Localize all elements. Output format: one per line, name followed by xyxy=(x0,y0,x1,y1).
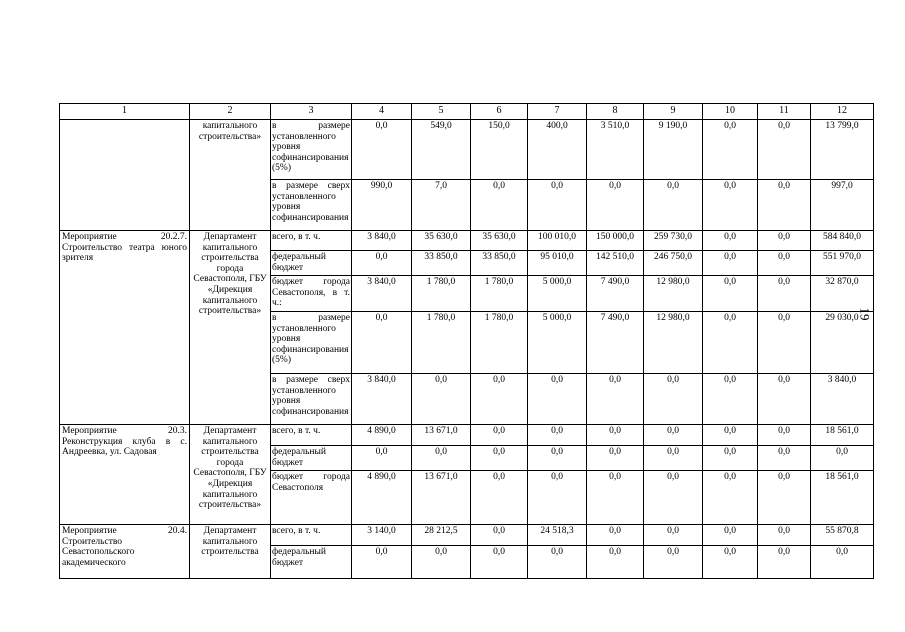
value-cell: 142 510,0 xyxy=(587,251,644,276)
total-cell: 29 030,0 xyxy=(811,312,874,374)
executor-cell: Департамент капитального строительства xyxy=(190,525,271,579)
value-cell: 246 750,0 xyxy=(644,251,703,276)
value-cell: 33 850,0 xyxy=(471,251,528,276)
total-cell: 18 561,0 xyxy=(811,425,874,446)
value-cell: 0,0 xyxy=(412,546,471,579)
value-cell: 259 730,0 xyxy=(644,231,703,251)
value-cell: 13 671,0 xyxy=(412,425,471,446)
funding-source-cell: бюджет города Севастополя, в т. ч.: xyxy=(271,276,352,312)
table-row xyxy=(60,425,874,446)
value-cell: 0,0 xyxy=(528,471,587,525)
value-cell: 0,0 xyxy=(644,425,703,446)
value-cell: 35 630,0 xyxy=(412,231,471,251)
value-cell: 0,0 xyxy=(644,180,703,231)
value-cell: 0,0 xyxy=(352,251,412,276)
value-cell: 0,0 xyxy=(352,446,412,471)
value-cell: 0,0 xyxy=(703,276,758,312)
funding-source-cell: в размере установленного уровня софинансирования (5%) xyxy=(271,312,352,374)
value-cell: 1 780,0 xyxy=(412,312,471,374)
value-cell: 5 000,0 xyxy=(528,276,587,312)
header-cell: 8 xyxy=(587,104,644,120)
value-cell: 0,0 xyxy=(758,525,811,546)
value-cell: 1 780,0 xyxy=(471,312,528,374)
value-cell: 7 490,0 xyxy=(587,312,644,374)
value-cell: 3 510,0 xyxy=(587,120,644,180)
value-cell: 0,0 xyxy=(703,525,758,546)
value-cell: 0,0 xyxy=(528,374,587,425)
total-cell: 584 840,0 xyxy=(811,231,874,251)
value-cell: 0,0 xyxy=(758,471,811,525)
value-cell: 0,0 xyxy=(758,546,811,579)
value-cell: 0,0 xyxy=(758,374,811,425)
value-cell: 28 212,5 xyxy=(412,525,471,546)
total-cell: 13 799,0 xyxy=(811,120,874,180)
value-cell: 990,0 xyxy=(352,180,412,231)
value-cell: 0,0 xyxy=(758,251,811,276)
value-cell: 0,0 xyxy=(412,374,471,425)
budget-table xyxy=(59,103,874,579)
value-cell: 0,0 xyxy=(471,546,528,579)
funding-source-cell: всего, в т. ч. xyxy=(271,231,352,251)
value-cell: 3 840,0 xyxy=(352,231,412,251)
value-cell: 0,0 xyxy=(528,546,587,579)
total-cell: 55 870,8 xyxy=(811,525,874,546)
funding-source-cell: федеральный бюджет xyxy=(271,251,352,276)
header-cell: 6 xyxy=(471,104,528,120)
value-cell: 0,0 xyxy=(703,446,758,471)
value-cell: 0,0 xyxy=(587,525,644,546)
executor-cell: Департамент капитального строительства города Севастополя, ГБУ «Дирекция капитального строительства» xyxy=(190,231,271,425)
value-cell: 7,0 xyxy=(412,180,471,231)
value-cell: 549,0 xyxy=(412,120,471,180)
value-cell: 0,0 xyxy=(758,425,811,446)
value-cell: 0,0 xyxy=(758,446,811,471)
value-cell: 7 490,0 xyxy=(587,276,644,312)
value-cell: 3 140,0 xyxy=(352,525,412,546)
value-cell: 12 980,0 xyxy=(644,276,703,312)
value-cell: 0,0 xyxy=(471,425,528,446)
funding-source-cell: федеральный бюджет xyxy=(271,546,352,579)
value-cell: 0,0 xyxy=(471,374,528,425)
value-cell: 0,0 xyxy=(703,425,758,446)
total-cell: 551 970,0 xyxy=(811,251,874,276)
value-cell: 0,0 xyxy=(644,546,703,579)
funding-source-cell: всего, в т. ч. xyxy=(271,425,352,446)
value-cell: 1 780,0 xyxy=(471,276,528,312)
table-row xyxy=(60,525,874,546)
value-cell: 0,0 xyxy=(528,425,587,446)
value-cell: 0,0 xyxy=(352,546,412,579)
value-cell: 0,0 xyxy=(703,120,758,180)
value-cell: 9 190,0 xyxy=(644,120,703,180)
value-cell: 0,0 xyxy=(471,471,528,525)
page-number: 19 xyxy=(857,307,873,321)
value-cell: 5 000,0 xyxy=(528,312,587,374)
value-cell: 0,0 xyxy=(703,312,758,374)
measure-cell xyxy=(60,120,190,231)
header-cell: 11 xyxy=(758,104,811,120)
value-cell: 100 010,0 xyxy=(528,231,587,251)
value-cell: 150,0 xyxy=(471,120,528,180)
value-cell: 0,0 xyxy=(758,276,811,312)
value-cell: 0,0 xyxy=(758,312,811,374)
executor-cell: капитального строительства» xyxy=(190,120,271,231)
executor-cell: Департамент капитального строительства города Севастополя, ГБУ «Дирекция капитального строительства» xyxy=(190,425,271,525)
value-cell: 0,0 xyxy=(352,120,412,180)
value-cell: 0,0 xyxy=(758,231,811,251)
value-cell: 24 518,3 xyxy=(528,525,587,546)
value-cell: 12 980,0 xyxy=(644,312,703,374)
measure-cell: Мероприятие 20.2.7. Строительство театра юного зрителя xyxy=(60,231,190,425)
header-cell: 3 xyxy=(271,104,352,120)
value-cell: 33 850,0 xyxy=(412,251,471,276)
value-cell: 3 840,0 xyxy=(352,374,412,425)
header-cell: 12 xyxy=(811,104,874,120)
funding-source-cell: федеральный бюджет xyxy=(271,446,352,471)
total-cell: 0,0 xyxy=(811,546,874,579)
funding-source-cell: бюджет города Севастополя xyxy=(271,471,352,525)
value-cell: 0,0 xyxy=(703,251,758,276)
total-cell: 32 870,0 xyxy=(811,276,874,312)
funding-source-cell: всего, в т. ч. xyxy=(271,525,352,546)
value-cell: 0,0 xyxy=(587,425,644,446)
value-cell: 0,0 xyxy=(352,312,412,374)
header-cell: 9 xyxy=(644,104,703,120)
header-cell: 2 xyxy=(190,104,271,120)
value-cell: 3 840,0 xyxy=(352,276,412,312)
value-cell: 0,0 xyxy=(703,180,758,231)
table-row xyxy=(60,120,874,180)
value-cell: 0,0 xyxy=(758,180,811,231)
value-cell: 0,0 xyxy=(703,471,758,525)
value-cell: 95 010,0 xyxy=(528,251,587,276)
value-cell: 4 890,0 xyxy=(352,425,412,446)
value-cell: 0,0 xyxy=(587,546,644,579)
header-row xyxy=(60,104,874,120)
funding-source-cell: в размере установленного уровня софинансирования (5%) xyxy=(271,120,352,180)
value-cell: 0,0 xyxy=(528,446,587,471)
total-cell: 0,0 xyxy=(811,446,874,471)
value-cell: 0,0 xyxy=(471,525,528,546)
total-cell: 997,0 xyxy=(811,180,874,231)
value-cell: 4 890,0 xyxy=(352,471,412,525)
value-cell: 0,0 xyxy=(412,446,471,471)
header-cell: 10 xyxy=(703,104,758,120)
value-cell: 0,0 xyxy=(644,374,703,425)
value-cell: 0,0 xyxy=(703,546,758,579)
value-cell: 0,0 xyxy=(471,180,528,231)
value-cell: 13 671,0 xyxy=(412,471,471,525)
value-cell: 35 630,0 xyxy=(471,231,528,251)
value-cell: 1 780,0 xyxy=(412,276,471,312)
value-cell: 0,0 xyxy=(644,446,703,471)
value-cell: 0,0 xyxy=(703,231,758,251)
value-cell: 0,0 xyxy=(758,120,811,180)
value-cell: 400,0 xyxy=(528,120,587,180)
funding-source-cell: в размере сверх установленного уровня софинансирования xyxy=(271,374,352,425)
value-cell: 0,0 xyxy=(587,471,644,525)
header-cell: 4 xyxy=(352,104,412,120)
total-cell: 3 840,0 xyxy=(811,374,874,425)
funding-source-cell: в размере сверх установленного уровня софинансирования xyxy=(271,180,352,231)
measure-cell: Мероприятие 20.3. Реконструкция клуба в с. Андреевка, ул. Садовая xyxy=(60,425,190,525)
value-cell: 0,0 xyxy=(587,180,644,231)
table-row xyxy=(60,231,874,251)
value-cell: 0,0 xyxy=(471,446,528,471)
value-cell: 0,0 xyxy=(703,374,758,425)
value-cell: 150 000,0 xyxy=(587,231,644,251)
value-cell: 0,0 xyxy=(587,446,644,471)
header-cell: 7 xyxy=(528,104,587,120)
value-cell: 0,0 xyxy=(644,471,703,525)
header-cell: 1 xyxy=(60,104,190,120)
value-cell: 0,0 xyxy=(644,525,703,546)
value-cell: 0,0 xyxy=(587,374,644,425)
measure-cell: Мероприятие 20.4. Строительство Севастопольского академического xyxy=(60,525,190,579)
header-cell: 5 xyxy=(412,104,471,120)
total-cell: 18 561,0 xyxy=(811,471,874,525)
value-cell: 0,0 xyxy=(528,180,587,231)
